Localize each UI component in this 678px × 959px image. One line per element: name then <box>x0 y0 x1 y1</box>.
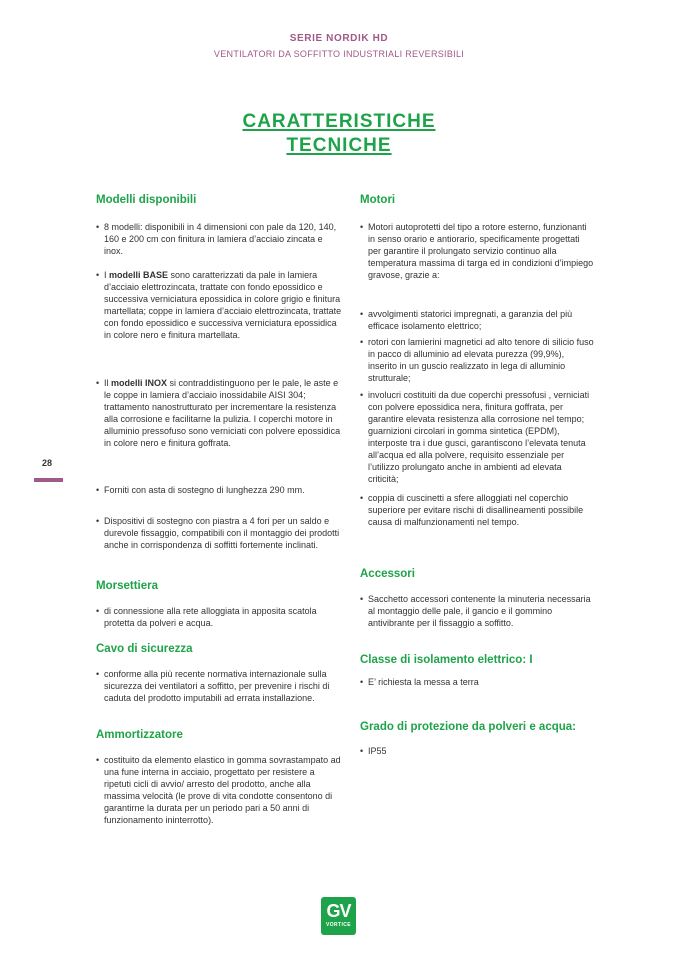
bullet-dot: • <box>360 222 364 232</box>
section-title-grado: Grado di protezione da polveri e acqua: <box>360 721 576 733</box>
list-item: • rotori con lamierini magnetici ad alto tenore di silicio fuso in pacco di alluminio ad elevata purezza (99,9%), inserito in un guscio realizzato in lega di alluminio strutturale; <box>360 337 594 383</box>
bold-text: modelli BASE <box>109 270 169 280</box>
list-item: • di connessione alla rete alloggiata in apposita scatola protetta da polveri e acqua. <box>96 606 317 628</box>
section-title-accessori: Accessori <box>360 568 415 580</box>
series-header <box>0 33 678 59</box>
bold-text: modelli INOX <box>111 378 168 388</box>
bullet-dot: • <box>360 337 364 347</box>
bullet-dot: • <box>360 594 364 604</box>
bullet-dot: • <box>96 222 100 232</box>
page-number: 28 <box>42 458 53 468</box>
series-title: SERIE NORDIK HD <box>289 33 389 44</box>
list-item: • Forniti con asta di sostegno di lunghezza 290 mm. <box>96 485 305 495</box>
series-subtitle: VENTILATORI DA SOFFITTO INDUSTRIALI REVERSIBILI <box>213 49 465 59</box>
list-item: • costituito da elemento elastico in gomma sovrastampato ad una fune interna in acciaio, progettato per resistere a ripetuti cicli di avvio/ arresto del prodotto, anche alla massima velocità (le prove di vita condotte consentono di garantirne la durata per un periodo pari a 50 anni di funzionamento ininterrotto). <box>96 755 341 825</box>
bullet-dot: • <box>96 755 100 765</box>
section-title-classe: Classe di isolamento elettrico: I <box>360 654 533 666</box>
bullet-dot: • <box>360 746 364 756</box>
bullet-dot: • <box>360 677 364 687</box>
bullet-dot: • <box>96 606 100 616</box>
section-title-cavo: Cavo di sicurezza <box>96 643 193 655</box>
logo-text: VORTICE <box>325 922 352 928</box>
list-item: • 8 modelli: disponibili in 4 dimensioni con pale da 120, 140, 160 e 200 cm con finitura in lamiera d’acciaio zincata e inox. <box>96 222 337 256</box>
section-title-ammortizzatore: Ammortizzatore <box>96 729 183 741</box>
page-title-line-2: TECNICHE <box>286 135 392 156</box>
list-item: • Il modelli INOX si contraddistinguono per le pale, le aste e le coppe in lamiera d’acciaio inossidabile AISI 304; trattamento nanostrutturato per incrementare la resistenza alla corrosione e facilitarne la pulizia. I coperchi motore in alluminio pressofuso sono verniciati con polvere epossidica in colore nero e finitura goffrata. <box>96 378 341 448</box>
bullet-dot: • <box>360 493 364 503</box>
section-title-motori: Motori <box>360 194 396 206</box>
list-item: • conforme alla più recente normativa internazionale sulla sicurezza dei ventilatori a soffitto, per prevenire i rischi di caduta del prodotto imputabili ad errata installazione. <box>96 669 330 703</box>
vortice-logo <box>321 897 356 935</box>
bullet-dot: • <box>360 309 364 319</box>
list-item: • IP55 <box>360 746 387 756</box>
page-title <box>0 110 678 158</box>
page-marker-bar <box>34 478 63 482</box>
list-item: • avvolgimenti statorici impregnati, a garanzia del più efficace isolamento elettrico; <box>360 309 573 331</box>
list-item: • I modelli BASE sono caratterizzati da pale in lamiera d’acciaio elettrozincata, trattate con fondo epossidico e successiva verniciatura epossidica in colore grigio e finitura martellata; coppe in lamiera d’acciaio elettrozincata, trattate con fondo epossidico e successiva verniciatura epossidica in colore nero e finitura martellata. <box>96 270 342 340</box>
section-title-morsettiera: Morsettiera <box>96 580 158 592</box>
list-item: • Dispositivi di sostegno con piastra a 4 fori per un saldo e durevole fissaggio, compatibili con il montaggio dei prodotti anche in corrispondenza di soffitti fortemente inclinati. <box>96 516 340 550</box>
page-title-line-1: CARATTERISTICHE <box>242 111 436 132</box>
bullet-dot: • <box>96 270 100 280</box>
bullet-dot: • <box>96 485 100 495</box>
logo-mark: GV <box>326 901 351 921</box>
list-item: • E’ richiesta la messa a terra <box>360 677 479 687</box>
bullet-dot: • <box>96 516 100 526</box>
list-item: • Sacchetto accessori contenente la minuteria necessaria al montaggio delle pale, il gancio e il gommino antivibrante per il fissaggio a soffitto. <box>360 594 591 628</box>
list-item: • coppia di cuscinetti a sfere alloggiati nel coperchio superiore per evitare rischi di disallineamenti possibile causa di malfunzionamenti nel tempo. <box>360 493 584 527</box>
bullet-dot: • <box>96 669 100 679</box>
section-title-modelli: Modelli disponibili <box>96 194 197 206</box>
bullet-dot: • <box>96 378 100 388</box>
bullet-dot: • <box>360 390 364 400</box>
list-item: • involucri costituiti da due coperchi pressofusi , verniciati con polvere epossidica nera, finitura goffrata, per garantire elevata resistenza alla corrosione nel tempo; guarnizioni circolari in gomma sintetica (EPDM), interposte tra i due gusci, garantiscono l’elevata tenuta all’acqua ed alla polvere, requisito essenziale per l’utilizzo prolungato anche in ambienti ad elevata criticità; <box>360 390 590 484</box>
list-item: • Motori autoprotetti del tipo a rotore esterno, funzionanti in senso orario e antiorario, specificamente progettati per garantire il prolungato servizio continuo alla temperatura massima di targa ed in condizioni d’impiego gravose, grazie a: <box>360 222 594 280</box>
